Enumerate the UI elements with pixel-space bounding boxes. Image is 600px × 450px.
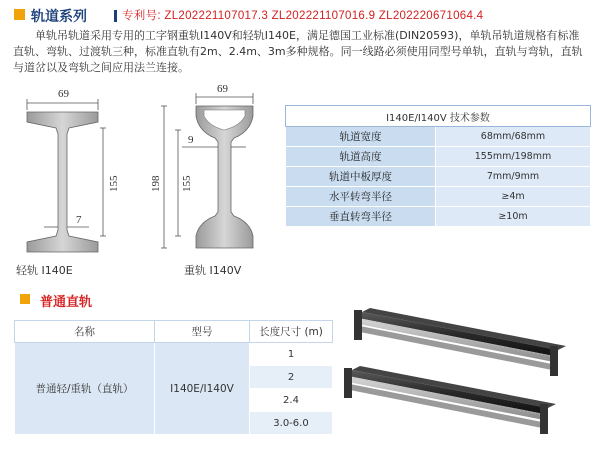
light-rail-web-label: 7 (76, 214, 82, 226)
heavy-rail-profile (150, 83, 253, 248)
page-title: 轨道系列 (31, 9, 87, 25)
table-row (286, 127, 591, 147)
heavy-rail-caption: 重轨 I140V (184, 264, 242, 277)
heavy-rail-web-label: 9 (188, 134, 194, 146)
product-header-row (15, 321, 333, 343)
spec-label: 垂直转弯半径 (286, 207, 436, 227)
light-rail-profile (27, 88, 120, 252)
product-length: 1 (250, 343, 333, 366)
tech-spec-title: I140E/I140V 技术参数 (286, 106, 591, 127)
product-name: 普通轻/重轨（直轨） (15, 343, 155, 435)
table-row (15, 343, 333, 366)
tech-spec-table (285, 105, 591, 227)
product-table (14, 320, 333, 435)
spec-value: 155mm/198mm (436, 147, 591, 167)
column-header-model: 型号 (155, 321, 250, 343)
light-rail-caption: 轻轨 I140E (16, 264, 73, 277)
intro-text-block (13, 28, 588, 76)
rail-profiles (14, 80, 276, 295)
heavy-rail-inner-height-label: 155 (181, 175, 193, 192)
column-header-length: 长度尺寸 (m) (250, 321, 333, 343)
product-length: 2 (250, 366, 333, 389)
light-rail-height-label: 155 (108, 175, 120, 192)
section-title: 普通直轨 (40, 295, 93, 310)
patent-numbers: 专利号: ZL202221107017.3 ZL202221107016.9 ZL202220671064.4 (122, 10, 484, 22)
intro-paragraph: 单轨吊轨道采用专用的工字钢重轨I140V和轻轨I140E，满足德国工业标准(DIN20593)，单轨吊轨道规格有标准直轨、弯轨、过渡轨三种，标准直轨有2m、2.4m、3m多种规格。同一线路必须使用同型号单轨，直轨与弯轨，直轨与道岔以及弯轨之间应用法兰连接。 (13, 29, 583, 74)
table-row (286, 207, 591, 227)
straight-rail-illustration (340, 300, 590, 445)
spec-value: ≥4m (436, 187, 591, 207)
spec-value: 68mm/68mm (436, 127, 591, 147)
column-header-name: 名称 (15, 321, 155, 343)
section-square-icon (20, 294, 30, 304)
spec-label: 轨道中板厚度 (286, 167, 436, 187)
product-model: I140E/I140V (155, 343, 250, 435)
heavy-rail-width-label: 69 (217, 83, 228, 95)
page-header (0, 6, 600, 26)
upper-rail-image (354, 308, 566, 376)
header-square-icon (14, 9, 25, 20)
spec-label: 轨道宽度 (286, 127, 436, 147)
product-length: 3.0-6.0 (250, 412, 333, 435)
table-row (286, 167, 591, 187)
header-divider (114, 10, 117, 22)
table-row (286, 187, 591, 207)
lower-rail-image (344, 366, 556, 434)
spec-value: 7mm/9mm (436, 167, 591, 187)
table-row (286, 147, 591, 167)
spec-label: 水平转弯半径 (286, 187, 436, 207)
spec-label: 轨道高度 (286, 147, 436, 167)
product-length: 2.4 (250, 389, 333, 412)
light-rail-width-label: 69 (58, 88, 69, 100)
heavy-rail-total-height-label: 198 (150, 175, 162, 192)
straight-rail-photo (340, 300, 590, 445)
spec-value: ≥10m (436, 207, 591, 227)
tech-spec-header-row (286, 106, 591, 127)
